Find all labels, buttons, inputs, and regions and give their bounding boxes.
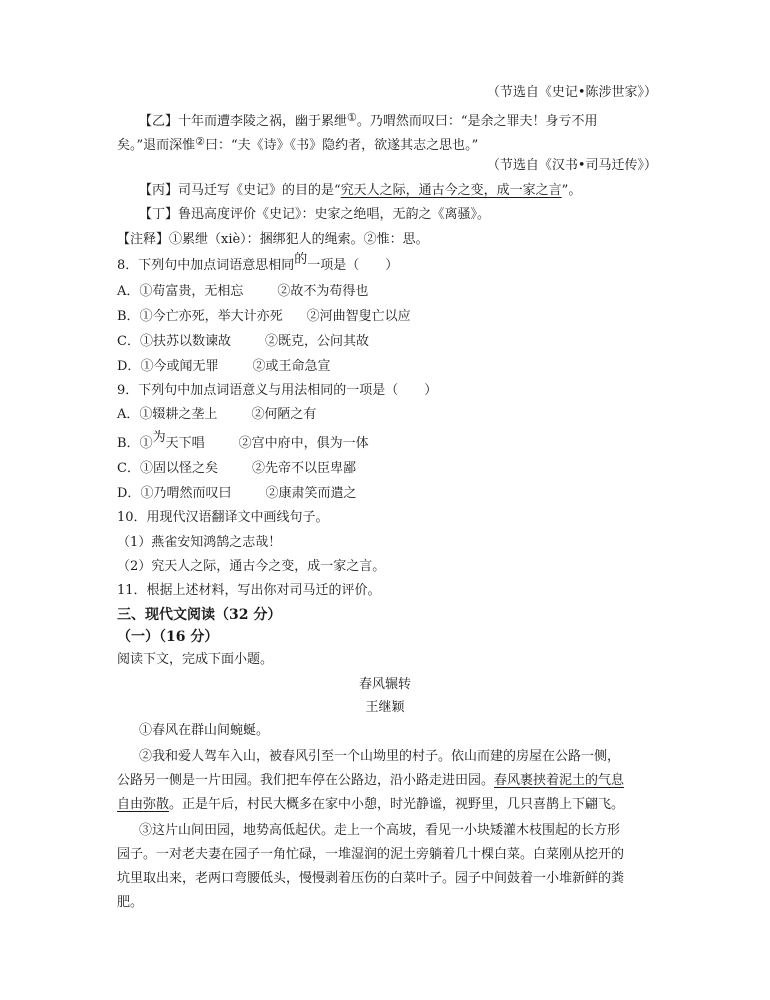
option-item-1-raised: 为 (152, 430, 166, 445)
q8-stem-b: 一项是（ ） (307, 258, 399, 273)
q9-option-d (117, 485, 356, 503)
option-item-1: ①今或闻无罪 (140, 359, 219, 374)
section-title: 三、现代文阅读（32 分） (117, 607, 282, 623)
option-item-1: ①苟富贵，无相忘 (139, 284, 244, 299)
option-item-2: ②既克，公问其故 (264, 334, 369, 349)
q10-item-2: （2）究天人之际，通古今之变，成一家之言。 (117, 559, 386, 574)
paragraph-text: 。正是午后，村民大概多在家中小憩，时光静谧，视野里，几只喜鹊上下翩飞。 (169, 797, 625, 812)
option-label: B． (117, 436, 140, 451)
yi-text-cont: 。乃喟然而叹曰：“是余之罪夫！身亏不用 (356, 114, 598, 129)
yi-source: （节选自《汉书•司马迁传》） (486, 158, 657, 173)
option-label: A． (117, 407, 140, 422)
q8-stem-raised: 的 (294, 252, 308, 267)
q10-stem: 10．用现代汉语翻译文中画线句子。 (117, 510, 329, 525)
q9-option-a (117, 406, 316, 424)
q8-option-b (117, 308, 411, 326)
option-item-1: ①扶苏以数谏故 (139, 334, 231, 349)
instruction: 阅读下文，完成下面小题。 (117, 652, 274, 667)
notes-line: 【注释】①累绁（xiè）：捆绑犯人的绳索。②惟：思。 (117, 232, 429, 247)
q9-option-c (117, 460, 356, 478)
paragraph-text: 公路另一侧是一片田园。我们把车停在公路边，沿小路走进田园。 (117, 773, 495, 788)
article-paragraph-3-line-2: 园子。一对老夫妻在园子一角忙碌，一堆湿润的泥土旁躺着几十棵白菜。白菜刚从挖开的 (117, 847, 625, 862)
yi-line-2 (117, 133, 478, 155)
q8-option-d (117, 358, 330, 376)
option-item-1: ①乃喟然而叹曰 (140, 486, 232, 501)
option-item-2: ②宫中府中，俱为一体 (238, 436, 369, 451)
section-subtitle: （一）（16 分） (117, 629, 219, 645)
article-title: 春风辗转 (358, 677, 411, 692)
yi-text: 【乙】十年而遭李陵之祸，幽于累绁 (139, 114, 348, 129)
option-label: A． (117, 284, 140, 299)
option-label: D． (117, 359, 141, 374)
q8-option-a (117, 283, 368, 301)
bing-end: ”。 (561, 183, 582, 198)
option-item-2: ②河曲智叟亡以应 (306, 309, 411, 324)
article-paragraph-3-line-3: 坑里取出来，老两口弯腰低头，慢慢剥着压伤的白菜叶子。园子中间鼓着一小堆新鲜的粪 (117, 871, 625, 886)
article-paragraph-3-line-4: 肥。 (117, 895, 144, 910)
q8-stem (117, 252, 399, 275)
option-item-2: ②或王命急宣 (252, 359, 331, 374)
article-paragraph-1: ①春风在群山间蜿蜒。 (139, 723, 270, 738)
underlined-sentence: 究天人之际，通古今之变，成一家之言 (340, 183, 562, 198)
option-item-1: ①固以怪之矣 (139, 461, 218, 476)
yi-text-2b: 曰：“夫《诗》《书》隐约者，欲遂其志之思也。” (205, 138, 479, 153)
q9-stem: 9．下列句中加点词语意义与用法相同的一项是（ ） (117, 383, 438, 398)
article-paragraph-2-line-2 (117, 772, 624, 790)
article-author: 王继颖 (365, 700, 405, 715)
yi-text-2a: 矣。”退而深惟 (117, 138, 196, 153)
option-label: C． (117, 461, 140, 476)
q10-item-1: （1）燕雀安知鸿鹄之志哉！ (117, 535, 282, 550)
option-item-2: ②故不为苟得也 (277, 284, 369, 299)
option-label: B． (117, 309, 140, 324)
article-paragraph-3-line-1: ③这片山间田园，地势高低起伏。走上一个高坡，看见一小块矮灌木枝围起的长方形 (139, 823, 621, 838)
q8-option-c (117, 333, 369, 351)
option-label: C． (117, 334, 140, 349)
option-item-2: ②先帝不以臣卑鄙 (251, 461, 356, 476)
yi-line-1 (139, 109, 598, 131)
option-item-2: ②何陋之有 (251, 407, 317, 422)
article-paragraph-2-line-3 (117, 796, 624, 814)
footnote-marker-2: ② (195, 135, 206, 148)
article-paragraph-2-line-1: ②我和爱人驾车入山，被春风引至一个山坳里的村子。依山而建的房屋在公路一侧， (139, 749, 621, 764)
option-item-1-num: ① (139, 436, 153, 451)
underlined-sentence: 春风裹挟着泥土的气息 (494, 773, 625, 788)
q9-option-b (117, 430, 369, 453)
option-item-1: ①辍耕之垄上 (139, 407, 218, 422)
q8-stem-a: 8．下列句中加点词语意思相同 (117, 258, 295, 273)
ding-line: 【丁】鲁迅高度评价《史记》：史家之绝唱，无韵之《离骚》。 (139, 207, 491, 222)
option-item-1: 天下唱 (165, 436, 205, 451)
footnote-marker-1: ① (347, 111, 357, 124)
option-item-1: ①今亡亦死，举大计亦死 (139, 309, 283, 324)
underlined-sentence: 自由弥散 (117, 797, 170, 812)
jia-source: （节选自《史记•陈涉世家》） (486, 85, 657, 100)
option-item-2: ②康肃笑而遣之 (265, 486, 357, 501)
option-label: D． (117, 486, 141, 501)
q11-stem: 11．根据上述材料，写出你对司马迁的评价。 (117, 583, 381, 598)
bing-line (139, 182, 581, 200)
bing-text: 【丙】司马迁写《史记》的目的是“ (139, 183, 341, 198)
